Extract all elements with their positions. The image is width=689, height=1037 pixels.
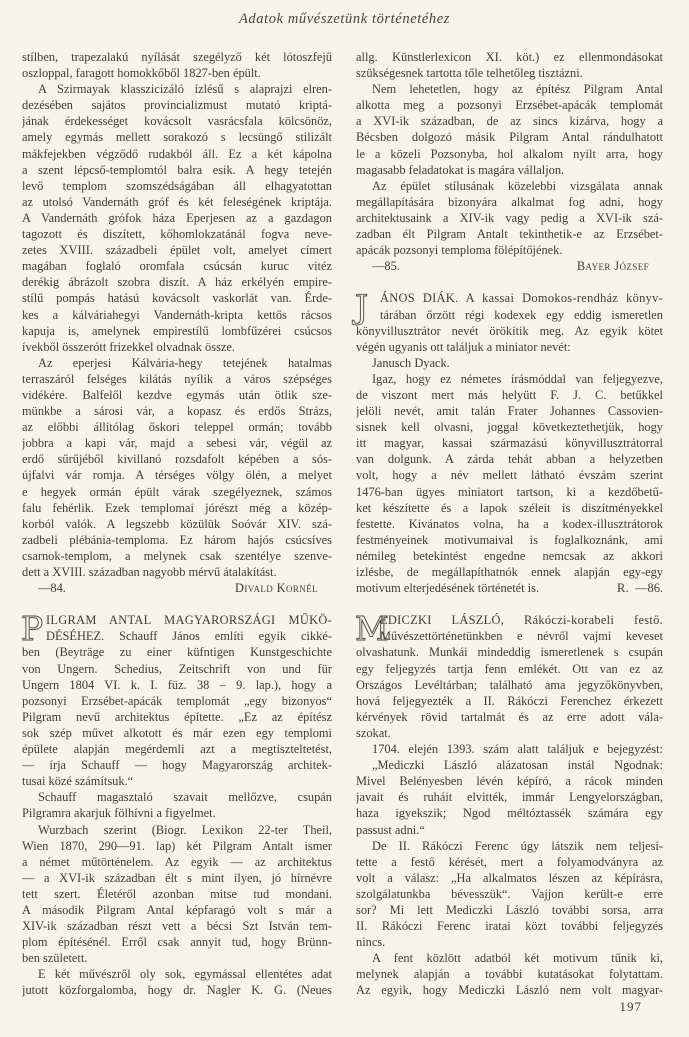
text-line <box>356 355 663 371</box>
text-line <box>356 290 663 306</box>
line-text: melynek alapján a további kutatásokat folytattam. <box>356 967 663 982</box>
paragraph <box>356 81 663 178</box>
line-text: ket készítette és a lapok széleit is diszítményekkel <box>356 500 663 515</box>
line-text: zetes XVIII. századbeli épület volt, amelyet címert <box>22 243 332 258</box>
line-text: dezésében sajátos provincializmust mutató kriptá- <box>22 98 332 113</box>
text-line <box>22 693 332 709</box>
text-line <box>356 580 663 596</box>
line-text: sor? Mi lett Mediczki László további sorsa, arra <box>356 902 663 917</box>
text-line <box>356 628 663 644</box>
text-line <box>356 741 663 757</box>
line-text: De II. Rákóczi Ferenc úgy látszik nem teljesí- <box>372 838 663 853</box>
text-line <box>356 371 663 387</box>
line-text: végén ugyanis ott találjuk a miniator nevét: <box>356 339 571 354</box>
section-gap <box>22 596 332 612</box>
line-text: jának érdekességet kovácsolt vasrácsfala kölcsönöz, <box>22 114 332 129</box>
line-text: Schauff magasztaló szavait mellőzve, csupán <box>38 790 332 805</box>
section-gap <box>356 274 663 290</box>
text-line <box>356 757 663 773</box>
line-text: allg. Künstlerlexicon XI. köt.) ez ellenmondásokat <box>356 50 663 64</box>
line-text: architektusaink a XIV-ik vagy pedig a XVI-ik szá- <box>356 210 663 225</box>
text-line <box>356 49 663 65</box>
line-text: Janusch Dyack. <box>372 355 450 370</box>
text-line <box>356 725 663 741</box>
article-number: —84. <box>38 581 66 596</box>
text-line <box>22 773 332 789</box>
text-line <box>356 484 663 500</box>
line-text: volt, hogy a név mellett látható évszám szerint <box>356 468 663 483</box>
text-line <box>356 854 663 870</box>
line-text: egy feljegyzés tartja fenn emlékét. Ott van ez az <box>356 661 663 676</box>
text-line <box>22 564 332 580</box>
text-line <box>22 612 332 628</box>
line-text: ILGRAM ANTAL MAGYARORSZÁGI MŰKÖ- <box>46 613 332 628</box>
line-text: e hegyek ormán épült várak szegélyeznek, számos <box>22 484 332 499</box>
text-line <box>356 950 663 966</box>
text-line <box>356 467 663 483</box>
paragraph <box>22 355 332 580</box>
article-number: —86. <box>635 581 663 596</box>
text-line <box>356 822 663 838</box>
line-text: stílű pompás hatású kovácsolt vaskorlát van. Érde- <box>22 291 332 306</box>
line-text: de viszont mert más helyütt F. J. C. betűkkel <box>356 387 663 402</box>
line-text: itt magyar, kassai származású könyvillusztrátorral <box>356 436 663 451</box>
text-line <box>356 644 663 660</box>
line-text: épülete alapján megérdemli azt a megtiszteltetést, <box>22 742 332 757</box>
text-line <box>22 81 332 97</box>
line-text: nincs. <box>356 935 386 950</box>
line-text: A Vandernáth grófok háza Eperjesen az a gazdagon <box>22 210 332 225</box>
text-line <box>356 966 663 982</box>
paragraph <box>22 822 332 967</box>
text-line <box>22 403 332 419</box>
line-text: volt a válasz: „Ha alkalmatos lészen az képírásra, <box>356 870 663 885</box>
line-text: tett szert. Életéről azonban mitse tud mondani. <box>22 886 332 901</box>
text-line <box>356 339 663 355</box>
text-line <box>22 950 332 966</box>
text-line <box>22 966 332 982</box>
paragraph <box>356 355 663 371</box>
text-line <box>356 693 663 709</box>
paragraph <box>356 950 663 998</box>
line-text: jobbra a kapi vár, majd a sebesi vár, végül az <box>22 436 332 451</box>
line-text: pozsonyi Erzsébet-apácák templomát „egy bizonyos“ <box>22 693 332 708</box>
text-line <box>356 226 663 242</box>
text-line <box>356 548 663 564</box>
text-line <box>22 805 332 821</box>
text-line <box>356 403 663 419</box>
article-signature <box>22 580 332 596</box>
text-line <box>22 661 332 677</box>
text-line <box>22 709 332 725</box>
line-text: alkotta meg a pozsonyi Erzsébet-apácák templomát <box>356 98 663 113</box>
text-line <box>356 162 663 178</box>
text-line <box>22 918 332 934</box>
line-text: kes a kálváriahegyi Vandernáth-kripta kettős rácsos <box>22 307 332 322</box>
line-text: Nem lehetetlen, hogy az építész Pilgram Antal <box>372 82 663 97</box>
line-text: Az eperjesi Kálvária-hegy tetejének hatalmas <box>38 355 332 370</box>
line-text: némileg betekintést engedne nemcsak az akkori <box>356 548 663 563</box>
text-line <box>22 49 332 65</box>
section-gap <box>356 596 663 612</box>
text-line <box>356 146 663 162</box>
line-text: amely egymás mellett sorakozó s lecsüngő stilizált <box>22 130 332 145</box>
text-line <box>356 451 663 467</box>
text-line <box>22 677 332 693</box>
line-text: festette. Kivánatos volna, ha a kodex-illusztrátorok <box>356 516 663 531</box>
text-line <box>22 451 332 467</box>
line-text: mákfejekben végződő rudakból áll. Ez a két kápolna <box>22 146 332 161</box>
right-column <box>356 49 663 999</box>
text-line <box>22 725 332 741</box>
line-text: Bécsben dolgozó másik Pilgram Antal rándulhatott <box>356 130 663 145</box>
line-text: jutott közforgalomba, hogy dr. Nagler K. G. (Neues <box>22 983 332 998</box>
line-text: ben (Beyträge zu einer küfntigen Kunstgeschichte <box>22 645 332 660</box>
line-text: le a közeli Pozsonyba, hol alkalom nyilt arra, hogy <box>356 146 663 161</box>
line-text: kapuja is, amelynek empirestílű lombfűzérei csúcsos <box>22 323 332 338</box>
line-text: magában foglaló oromfala csúcsán kuruc vitéz <box>22 259 332 274</box>
line-text: izlésbe, de megállapíthatnók ennek alapján egy-egy <box>356 565 663 579</box>
line-text: hová feljegyezték a II. Rákóczi Ferenchez érkezett <box>356 693 663 708</box>
text-line <box>22 210 332 226</box>
author-name: Divald Kornél <box>234 581 318 596</box>
line-text: A fent közlött adatból két motivum tűnik ki, <box>372 951 663 966</box>
text-line <box>356 178 663 194</box>
text-line <box>356 129 663 145</box>
text-line <box>22 178 332 194</box>
paragraph <box>356 371 663 596</box>
line-text: a német műtörténelem. Az egyik — az architektus <box>22 854 332 869</box>
text-line <box>22 741 332 757</box>
text-line <box>356 323 663 339</box>
line-text: olvashatunk. Munkái mindeddig ismeretlenek s csupán <box>356 645 663 660</box>
text-line <box>22 371 332 387</box>
text-line <box>22 419 332 435</box>
text-line <box>356 65 663 81</box>
text-line <box>356 97 663 113</box>
text-line <box>356 661 663 677</box>
drop-cap-initial: J <box>355 287 369 327</box>
line-text: motivum elterjedésének történetét is. <box>356 581 540 596</box>
text-line <box>22 500 332 516</box>
line-text: megállapítására bizonyára alkalmat fog adni, hogy <box>356 194 663 209</box>
text-line <box>22 242 332 258</box>
line-text: az utolsó Vandernáth gróf és két feleségének kriptája. <box>22 194 332 209</box>
line-text: könyvillusztrátor nevét örökítik meg. Az egyik kötet <box>356 323 663 338</box>
text-line <box>22 355 332 371</box>
line-text: plom építésénél. Erről csak annyit tud, hogy Brünn- <box>22 935 332 950</box>
text-line <box>22 548 332 564</box>
text-line <box>22 838 332 854</box>
text-line <box>356 789 663 805</box>
line-text: derékig ábrázolt szobra diszít. A ház erkélyén empire- <box>22 275 332 290</box>
line-text: Országos Levéltárban; található ama jegyzőkönyvben, <box>356 677 663 692</box>
text-line <box>22 146 332 162</box>
line-text: Wien 1870, 290—91. lap) két Pilgram Antalt ismer <box>22 838 332 853</box>
text-line <box>356 419 663 435</box>
text-line <box>356 500 663 516</box>
text-line <box>356 982 663 998</box>
line-text: Művészettörténetünkben e névről vajmi keveset <box>380 629 663 644</box>
text-line <box>356 677 663 693</box>
text-line <box>22 934 332 950</box>
line-text: haza igyekszik; Ngod méltóztassék számára egy <box>356 806 663 821</box>
text-line <box>22 789 332 805</box>
paragraph <box>356 49 663 81</box>
text-line <box>22 129 332 145</box>
paragraph <box>356 741 663 757</box>
paragraph <box>22 966 332 998</box>
line-text: stílben, trapezalakú nyílását szegélyző két lótoszfejű <box>22 50 332 64</box>
line-text: passust adni.“ <box>356 822 425 837</box>
text-line <box>356 870 663 886</box>
line-text: E két művészről oly sok, egymással ellentétes adat <box>38 967 332 982</box>
text-line <box>356 210 663 226</box>
text-line <box>22 628 332 644</box>
text-line <box>356 516 663 532</box>
line-text: csarnok-templom, a melynek csak szentélye szenve- <box>22 548 332 563</box>
text-line <box>356 532 663 548</box>
text-line <box>356 242 663 258</box>
text-line <box>22 532 332 548</box>
line-text: sisnek kell olvasni, joggal következtethetjük, hogy <box>356 420 663 435</box>
author-name: Bayer József <box>576 259 649 274</box>
text-line <box>356 564 663 580</box>
line-text: Ungern 1804 VI. k. I. füz. 38 – 9. lap.), hogy a <box>22 677 332 692</box>
line-text: — írja Schauff — hogy Magyarország architek- <box>22 758 332 773</box>
line-text: van dolgunk. A zárda tehát abban a helyzetben <box>356 452 663 467</box>
line-text: az előbbi állítólag őskori teleppel ormán; tovább <box>22 420 332 435</box>
line-text: Pilgram nevű architektus építette. „Ez az építész <box>22 709 332 724</box>
text-line <box>356 113 663 129</box>
text-line <box>22 870 332 886</box>
line-text: XIV-ik században részt vett a bécsi Szt István tem- <box>22 919 332 934</box>
line-text: tárában őrzött régi kodexek egy eddig ismeretlen <box>380 307 663 322</box>
line-text: tusai közé számítsuk.“ <box>22 774 134 789</box>
text-line <box>22 290 332 306</box>
text-line <box>22 274 332 290</box>
text-line <box>22 854 332 870</box>
article-opening <box>355 609 663 741</box>
text-line <box>22 97 332 113</box>
line-text: ívekből összerótt frizekkel olvadnak össze. <box>22 339 235 354</box>
text-line <box>356 387 663 403</box>
text-line <box>22 822 332 838</box>
line-text: 1704. elején 1393. szám alatt találjuk e bejegyzést: <box>372 742 663 757</box>
drop-cap-initial: M <box>355 609 389 649</box>
line-text: javait és ruháit elvitték, immár Lengyelországban, <box>356 790 663 805</box>
line-text: falu fehérlik. Ezek templomai jórészt még a közép- <box>22 500 332 515</box>
line-text: festményeinek motivumaival is foglalkoznánk, ami <box>356 532 663 547</box>
text-line <box>356 886 663 902</box>
paragraph <box>22 789 332 821</box>
drop-cap-initial: P <box>21 609 44 649</box>
text-line <box>22 113 332 129</box>
text-line <box>356 902 663 918</box>
line-text: Az épület stílusának közelebbi vizsgálata annak <box>372 178 663 193</box>
line-text: A Szirmayak klasszicizáló ízlésű s alaprajzi elren- <box>38 82 332 97</box>
left-column <box>22 49 332 999</box>
text-line <box>22 467 332 483</box>
text-line <box>356 805 663 821</box>
article-signature <box>617 580 663 596</box>
line-text: 1476-ban ügyes miniatort tartson, ki a kezdőbetű- <box>356 484 663 499</box>
article-number: —85. <box>372 259 400 274</box>
line-text: tette a festő kérését, mert a folyamodványra az <box>356 854 663 869</box>
text-line <box>22 323 332 339</box>
line-text: dett a XVIII. században nagyobb mérvű átalakítást. <box>22 565 277 579</box>
line-text: sok szép művet alkotott és már ezen egy templomi <box>22 725 332 740</box>
line-text: szokat. <box>356 725 391 740</box>
text-line <box>22 902 332 918</box>
line-text: ÁNOS DIÁK. A kassai Domokos-rendház könyv- <box>380 291 663 306</box>
paragraph <box>356 757 663 837</box>
text-line <box>356 773 663 789</box>
article-signature <box>356 258 663 274</box>
line-text: Pilgramra akarjuk fölhívni a figyelmet. <box>22 806 216 821</box>
running-header: Adatok művészetünk történetéhez <box>238 11 451 27</box>
line-text: Wurzbach szerint (Biogr. Lexikon 22-ter Theil, <box>38 822 332 837</box>
text-line <box>22 307 332 323</box>
line-text: apácák pozsonyi temploma fölépítőjének. <box>356 243 563 258</box>
line-text: „Mediczki László alázatosan instál Ngodnak: <box>372 758 663 773</box>
text-line <box>22 435 332 451</box>
text-line <box>356 612 663 628</box>
line-text: oszloppal, faragott homokkőből 1827-ben épült. <box>22 66 261 81</box>
page-number: 197 <box>619 999 642 1014</box>
line-text: zadban élt Pilgram Antalt tekinthetik-e az Erzsébet- <box>356 227 663 242</box>
line-text: erdő sűrűjéből kivillanó rozsdafolt képében a sós- <box>22 452 332 467</box>
text-line <box>356 194 663 210</box>
line-text: jelöli nevét, amit talán Frater Johannes Cassovien- <box>356 404 663 419</box>
text-line <box>22 258 332 274</box>
text-line <box>22 194 332 210</box>
line-text: tagozott és diszített, kőhomlokzatánál fogva neve- <box>22 227 332 242</box>
text-line <box>22 982 332 998</box>
line-text: újfalvi vár romja. A térséges völgy ölén, a melyet <box>22 468 332 483</box>
line-text: EDICZKI LÁSZLÓ, Rákóczi-korabeli festő. <box>380 613 663 628</box>
line-text: II. Rákóczi Ferenc iratai közt további feljegyzés <box>356 919 663 934</box>
line-text: Az egyik, hogy Mediczki László nem volt magyar- <box>356 983 663 998</box>
text-line <box>356 435 663 451</box>
article-opening <box>21 609 332 789</box>
line-text: terraszáról felséges kilátás nyílik a város szépséges <box>22 371 332 386</box>
text-line <box>22 226 332 242</box>
text-line <box>356 81 663 97</box>
line-text: a XVI-ik században, de az sincs kizárva, hogy a <box>356 114 663 129</box>
text-line <box>356 307 663 323</box>
text-line <box>22 886 332 902</box>
text-line <box>356 838 663 854</box>
line-text: vidékére. Balfelől kezdve egymás után ötlik sze- <box>22 387 332 402</box>
line-text: zadbeli plébánia-temploma. Ez három hajós csúcsíves <box>22 532 332 547</box>
line-text: A második Pilgram Antal képfaragó volt s már a <box>22 902 332 917</box>
text-line <box>356 709 663 725</box>
line-text: a szent lépcső-templomtól balra esik. A hegy tetején <box>22 162 332 177</box>
line-text: szolgálatunkba bévesszük“. Vajjon került-e erre <box>356 886 663 901</box>
line-text: levő templom szomszédságában áll elhagyatottan <box>22 178 332 193</box>
text-line <box>22 516 332 532</box>
line-text: magasabb feladatokat is magára vállaljon. <box>356 162 565 177</box>
paragraph <box>356 838 663 951</box>
text-line <box>356 918 663 934</box>
line-text: korból valók. A legszebb közülük Soóvár XIV. szá- <box>22 516 332 531</box>
text-line <box>22 162 332 178</box>
paragraph <box>22 81 332 355</box>
text-line <box>356 934 663 950</box>
line-text: Mivel Belényesben lévén képíró, a rácok minden <box>356 774 663 789</box>
article-opening <box>355 287 663 354</box>
line-text: von Ungern. Schedius, Zeitschrift von und für <box>22 661 332 676</box>
paragraph <box>356 178 663 258</box>
line-text: Igaz, hogy ez németes írásmóddal van feljegyezve, <box>372 371 663 386</box>
line-text: kérvények rövid tartalmát és az erre adott vála- <box>356 709 663 724</box>
line-text: szükségesnek tartotta tőle telhetőleg tisztázni. <box>356 66 583 81</box>
paragraph <box>22 49 332 81</box>
text-line <box>22 65 332 81</box>
line-text: ben született. <box>22 951 88 966</box>
text-line <box>22 757 332 773</box>
line-text: münkbe a sárosi vár, a kopasz és erdős Strázs, <box>22 404 332 419</box>
author-name: R. <box>616 581 630 596</box>
text-line <box>22 484 332 500</box>
text-line <box>22 339 332 355</box>
text-line <box>22 644 332 660</box>
text-line <box>22 387 332 403</box>
line-text: DÉSÉHEZ. Schauff János említi egyik cikké- <box>46 629 332 644</box>
line-text: — a XVI-ik században élt s mint ilyen, jó hírnévre <box>22 870 332 885</box>
